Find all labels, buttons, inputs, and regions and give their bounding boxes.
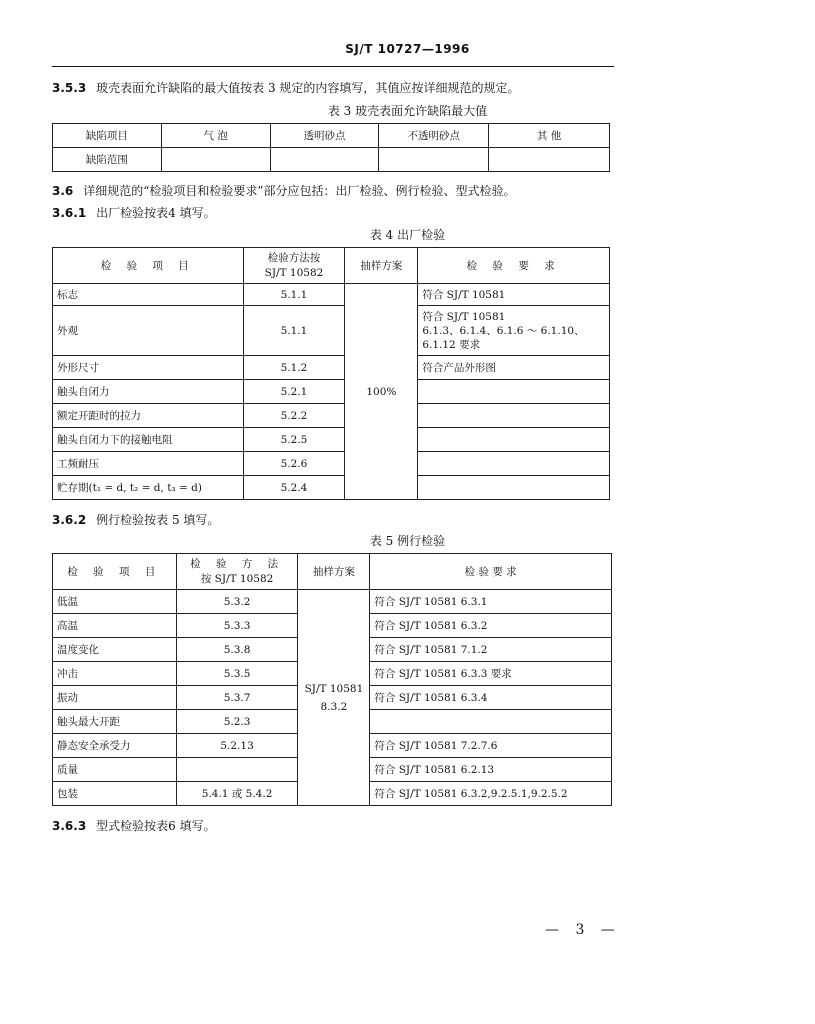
requirement-cell: 符合 SJ/T 10581 6.3.1 bbox=[370, 590, 612, 614]
table-header-row bbox=[53, 554, 612, 590]
header-rule bbox=[52, 66, 614, 67]
requirement-cell bbox=[370, 710, 612, 734]
header-item: 检 验 项 目 bbox=[53, 248, 244, 284]
requirement-cell bbox=[418, 404, 610, 428]
table-row bbox=[53, 380, 610, 404]
table-row bbox=[53, 124, 610, 148]
clause-text: 出厂检验按表4 填写。 bbox=[96, 206, 216, 220]
clause-3-6-2 bbox=[52, 512, 219, 528]
method-cell: 5.1.1 bbox=[243, 306, 345, 356]
sampling-line1: SJ/T 10581 bbox=[304, 682, 364, 695]
item-cell: 振动 bbox=[53, 686, 177, 710]
clause-number: 3.6.2 bbox=[52, 513, 87, 527]
method-cell: 5.1.1 bbox=[243, 284, 345, 306]
method-cell: 5.3.2 bbox=[176, 590, 298, 614]
table-cell bbox=[270, 148, 379, 172]
table-row bbox=[53, 476, 610, 500]
table-cell bbox=[379, 148, 489, 172]
method-cell: 5.3.8 bbox=[176, 638, 298, 662]
table-5 bbox=[52, 553, 612, 806]
item-cell: 工频耐压 bbox=[53, 452, 244, 476]
clause-number: 3.6 bbox=[52, 184, 74, 198]
item-cell: 高温 bbox=[53, 614, 177, 638]
item-cell: 额定开距时的拉力 bbox=[53, 404, 244, 428]
header-sampling: 抽样方案 bbox=[345, 248, 418, 284]
clause-3-6-3 bbox=[52, 818, 216, 834]
method-cell: 5.2.3 bbox=[176, 710, 298, 734]
clause-text: 详细规范的“检验项目和检验要求”部分应包括：出厂检验、例行检验、型式检验。 bbox=[83, 184, 516, 198]
table-4-caption: 表 4 出厂检验 bbox=[369, 228, 446, 242]
table-3-caption: 表 3 玻壳表面允许缺陷最大值 bbox=[327, 104, 488, 118]
table-header-cell: 不透明砂点 bbox=[379, 124, 489, 148]
method-cell: 5.3.3 bbox=[176, 614, 298, 638]
item-cell: 低温 bbox=[53, 590, 177, 614]
requirement-cell bbox=[418, 476, 610, 500]
header-requirement: 检 验 要 求 bbox=[418, 248, 610, 284]
clause-text: 例行检验按表 5 填写。 bbox=[96, 513, 220, 527]
method-cell: 5.3.5 bbox=[176, 662, 298, 686]
document-code-header: SJ/T 10727—1996 bbox=[345, 42, 470, 56]
header-item: 检 验 项 目 bbox=[53, 554, 177, 590]
page-number: — 3 — bbox=[545, 922, 621, 938]
clause-text: 型式检验按表6 填写。 bbox=[96, 819, 216, 833]
method-cell: 5.4.1 或 5.4.2 bbox=[176, 782, 298, 806]
item-cell: 触头最大开距 bbox=[53, 710, 177, 734]
sampling-line2: 8.3.2 bbox=[320, 700, 348, 713]
item-cell: 标志 bbox=[53, 284, 244, 306]
table-row bbox=[53, 148, 610, 172]
table-5-caption: 表 5 例行检验 bbox=[369, 534, 446, 548]
header-method-line2: SJ/T 10582 bbox=[264, 266, 324, 279]
sampling-cell: 100% bbox=[345, 284, 418, 500]
requirement-line: 6.1.3、6.1.4、6.1.6 ～ 6.1.10、 bbox=[422, 324, 585, 337]
clause-number: 3.6.1 bbox=[52, 206, 87, 220]
table-header-cell: 缺陷项目 bbox=[53, 124, 162, 148]
method-cell: 5.1.2 bbox=[243, 356, 345, 380]
item-cell: 冲击 bbox=[53, 662, 177, 686]
item-cell: 质量 bbox=[53, 758, 177, 782]
header-method-line1: 检验方法按 bbox=[267, 251, 321, 264]
requirement-cell: 符合 SJ/T 10581 6.3.2 bbox=[370, 614, 612, 638]
table-cell bbox=[489, 148, 610, 172]
table-3 bbox=[52, 123, 610, 172]
header-method-line1: 检 验 方 法 bbox=[190, 557, 285, 570]
table-4 bbox=[52, 247, 610, 500]
requirement-cell: 符合 SJ/T 10581 7.1.2 bbox=[370, 638, 612, 662]
requirement-cell bbox=[418, 306, 610, 356]
item-cell: 触头自闭力下的接触电阻 bbox=[53, 428, 244, 452]
table-row bbox=[53, 404, 610, 428]
table-header-row bbox=[53, 248, 610, 284]
requirement-line: 符合 SJ/T 10581 bbox=[422, 310, 506, 323]
requirement-cell bbox=[418, 452, 610, 476]
table-header-cell: 透明砂点 bbox=[270, 124, 379, 148]
requirement-cell: 符合 SJ/T 10581 6.3.3 要求 bbox=[370, 662, 612, 686]
item-cell: 温度变化 bbox=[53, 638, 177, 662]
sampling-cell bbox=[298, 590, 370, 806]
clause-3-5-3 bbox=[52, 80, 519, 96]
requirement-cell: 符合 SJ/T 10581 6.3.4 bbox=[370, 686, 612, 710]
table-row bbox=[53, 590, 612, 614]
item-cell: 包装 bbox=[53, 782, 177, 806]
item-cell: 触头自闭力 bbox=[53, 380, 244, 404]
method-cell: 5.2.2 bbox=[243, 404, 345, 428]
requirement-cell bbox=[418, 428, 610, 452]
requirement-cell: 符合 SJ/T 10581 6.3.2,9.2.5.1,9.2.5.2 bbox=[370, 782, 612, 806]
method-cell: 5.2.5 bbox=[243, 428, 345, 452]
method-cell: 5.2.6 bbox=[243, 452, 345, 476]
requirement-cell: 符合 SJ/T 10581 6.2.13 bbox=[370, 758, 612, 782]
table-cell bbox=[161, 148, 270, 172]
clause-number: 3.6.3 bbox=[52, 819, 87, 833]
table-header-cell: 气 泡 bbox=[161, 124, 270, 148]
header-method-line2: 按 SJ/T 10582 bbox=[200, 572, 274, 585]
table-row bbox=[53, 284, 610, 306]
requirement-cell: 符合 SJ/T 10581 7.2.7.6 bbox=[370, 734, 612, 758]
method-cell: 5.3.7 bbox=[176, 686, 298, 710]
clause-3-6-1 bbox=[52, 205, 216, 221]
method-cell: 5.2.13 bbox=[176, 734, 298, 758]
method-cell bbox=[176, 758, 298, 782]
item-cell: 贮存期(t₁ = d, t₂ = d, t₃ = d) bbox=[53, 476, 244, 500]
header-method bbox=[176, 554, 298, 590]
requirement-cell: 符合 SJ/T 10581 bbox=[418, 284, 610, 306]
clause-text: 玻壳表面允许缺陷的最大值按表 3 规定的内容填写，其值应按详细规范的规定。 bbox=[96, 81, 520, 95]
table-row bbox=[53, 428, 610, 452]
table-row bbox=[53, 356, 610, 380]
clause-number: 3.5.3 bbox=[52, 81, 87, 95]
requirement-cell: 符合产品外形图 bbox=[418, 356, 610, 380]
header-method bbox=[243, 248, 345, 284]
header-sampling: 抽样方案 bbox=[298, 554, 370, 590]
table-row bbox=[53, 452, 610, 476]
item-cell: 外形尺寸 bbox=[53, 356, 244, 380]
requirement-cell bbox=[418, 380, 610, 404]
table-row bbox=[53, 306, 610, 356]
header-requirement: 检 验 要 求 bbox=[370, 554, 612, 590]
item-cell: 外观 bbox=[53, 306, 244, 356]
method-cell: 5.2.1 bbox=[243, 380, 345, 404]
row-label: 缺陷范围 bbox=[53, 148, 162, 172]
clause-3-6 bbox=[52, 183, 516, 199]
item-cell: 静态安全承受力 bbox=[53, 734, 177, 758]
requirement-line: 6.1.12 要求 bbox=[422, 338, 481, 351]
table-header-cell: 其 他 bbox=[489, 124, 610, 148]
method-cell: 5.2.4 bbox=[243, 476, 345, 500]
